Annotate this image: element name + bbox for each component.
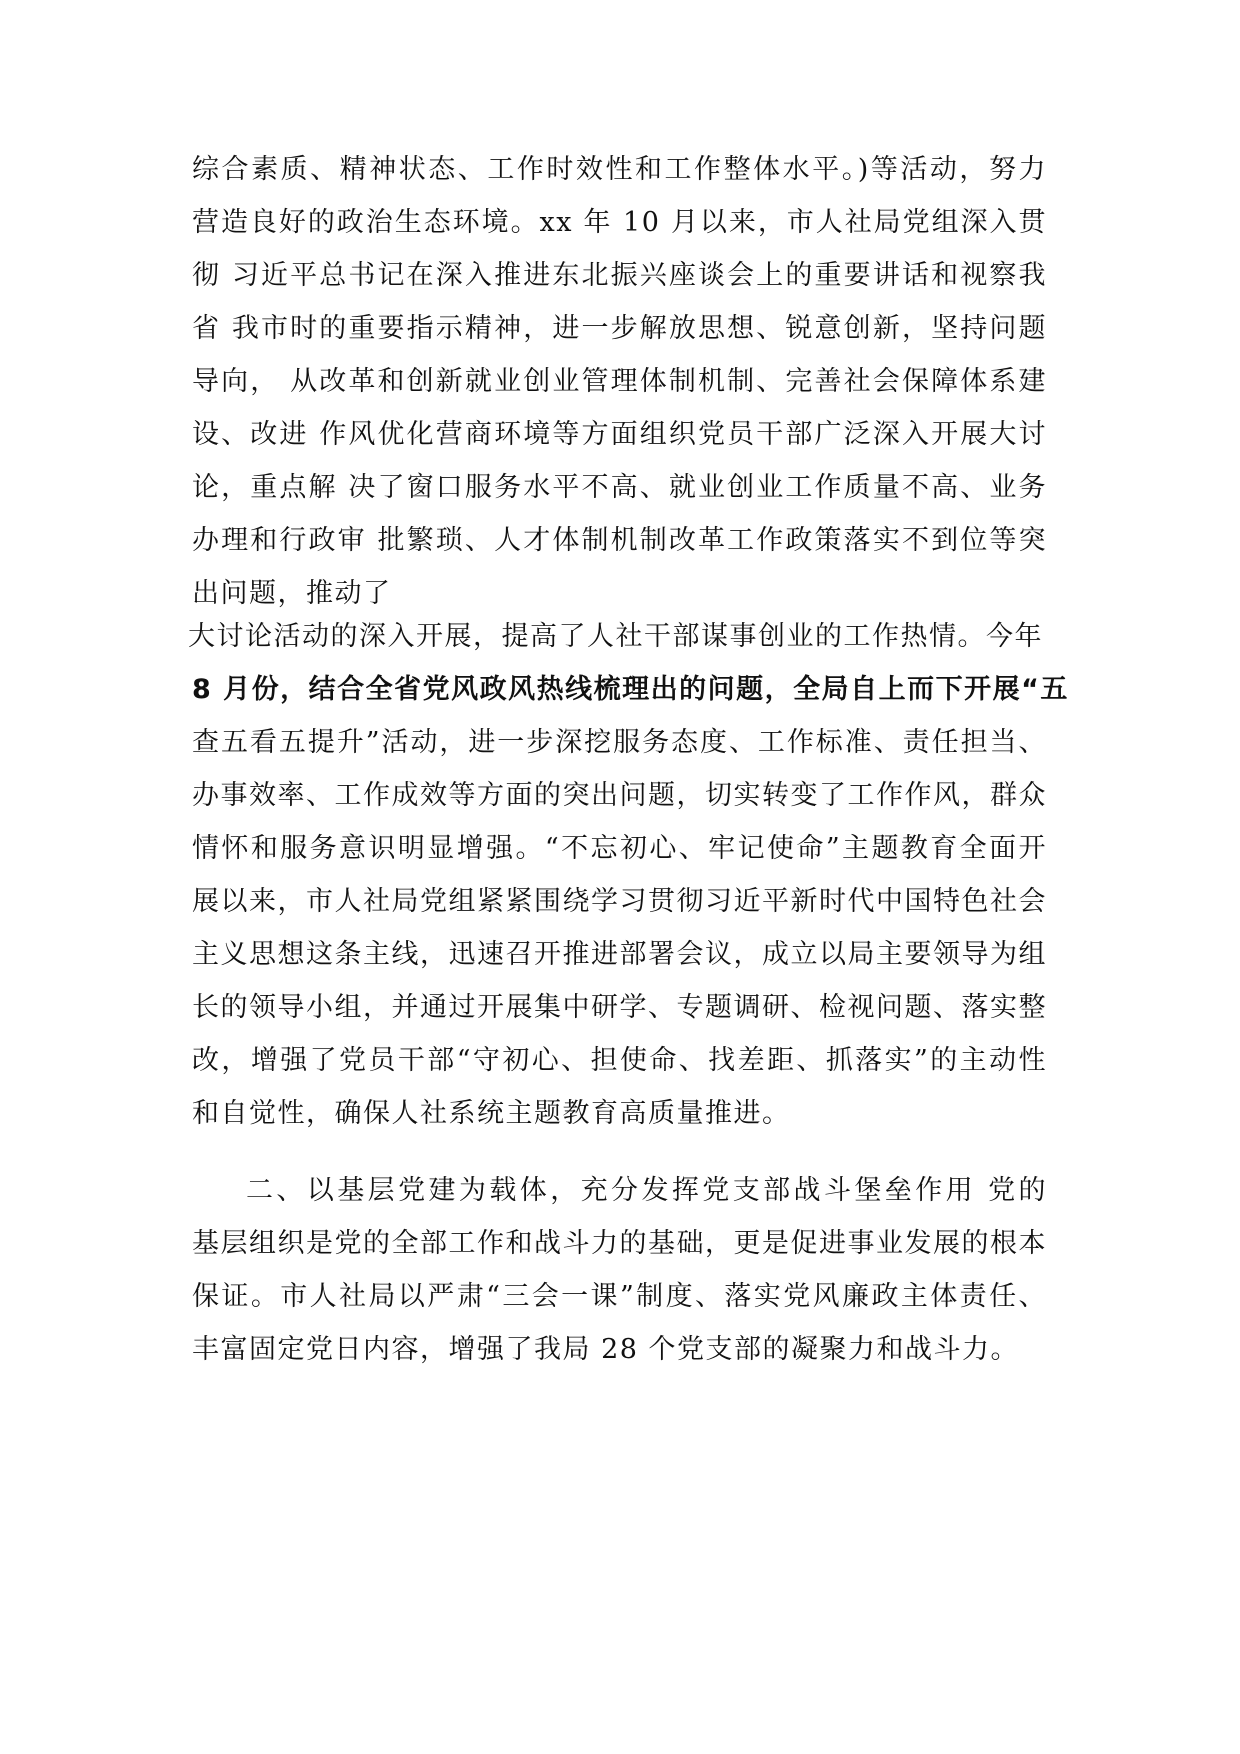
- text-line: 展以来，市人社局党组紧紧围绕学习贯彻习近平新时代中国特色社会: [192, 886, 1047, 917]
- text-line: 论，重点解 决了窗口服务水平不高、就业创业工作质量不高、业务: [192, 472, 1047, 503]
- section-heading-line: 二、以基层党建为载体，充分发挥党支部战斗堡垒作用 党的: [246, 1175, 1047, 1206]
- text-line: 大讨论活动的深入开展，提高了人社干部谋事创业的工作热情。今年: [188, 621, 1043, 652]
- text-line: 出问题，推动了: [192, 578, 392, 609]
- text-line: 情怀和服务意识明显增强。“不忘初心、牢记使命”主题教育全面开: [192, 833, 1047, 864]
- text-line: 长的领导小组，并通过开展集中研学、专题调研、检视问题、落实整: [192, 992, 1047, 1023]
- text-line: 设、改进 作风优化营商环境等方面组织党员干部广泛深入开展大讨: [192, 419, 1047, 450]
- text-line: 彻 习近平总书记在深入推进东北振兴座谈会上的重要讲话和视察我: [192, 260, 1047, 291]
- text-line: 基层组织是党的全部工作和战斗力的基础，更是促进事业发展的根本: [192, 1228, 1047, 1259]
- text-line: 和自觉性，确保人社系统主题教育高质量推进。: [192, 1098, 791, 1129]
- text-line: 办事效率、工作成效等方面的突出问题，切实转变了工作作风，群众: [192, 780, 1047, 811]
- text-line: 导向， 从改革和创新就业创业管理体制机制、完善社会保障体系建: [192, 366, 1047, 397]
- text-line: 查五看五提升”活动，进一步深挖服务态度、工作标准、责任担当、: [192, 727, 1047, 758]
- text-line: 营造良好的政治生态环境。xx 年 10 月以来，市人社局党组深入贯: [192, 207, 1047, 238]
- text-line: 丰富固定党日内容，增强了我局 28 个党支部的凝聚力和战斗力。: [192, 1334, 1020, 1365]
- text-line: 综合素质、精神状态、工作时效性和工作整体水平。)等活动，努力: [192, 154, 1047, 185]
- text-line: 省 我市时的重要指示精神，进一步解放思想、锐意创新，坚持问题: [192, 313, 1047, 344]
- text-line: 保证。市人社局以严肃“三会一课”制度、落实党风廉政主体责任、: [192, 1281, 1047, 1312]
- text-line: 改，增强了党员干部“守初心、担使命、找差距、抓落实”的主动性: [192, 1045, 1047, 1076]
- text-line: 主义思想这条主线，迅速召开推进部署会议，成立以局主要领导为组: [192, 939, 1047, 970]
- text-line: 办理和行政审 批繁琐、人才体制机制改革工作政策落实不到位等突: [192, 525, 1047, 556]
- bold-text-line: 8 月份，结合全省党风政风热线梳理出的问题，全局自上而下开展“五: [192, 674, 1069, 705]
